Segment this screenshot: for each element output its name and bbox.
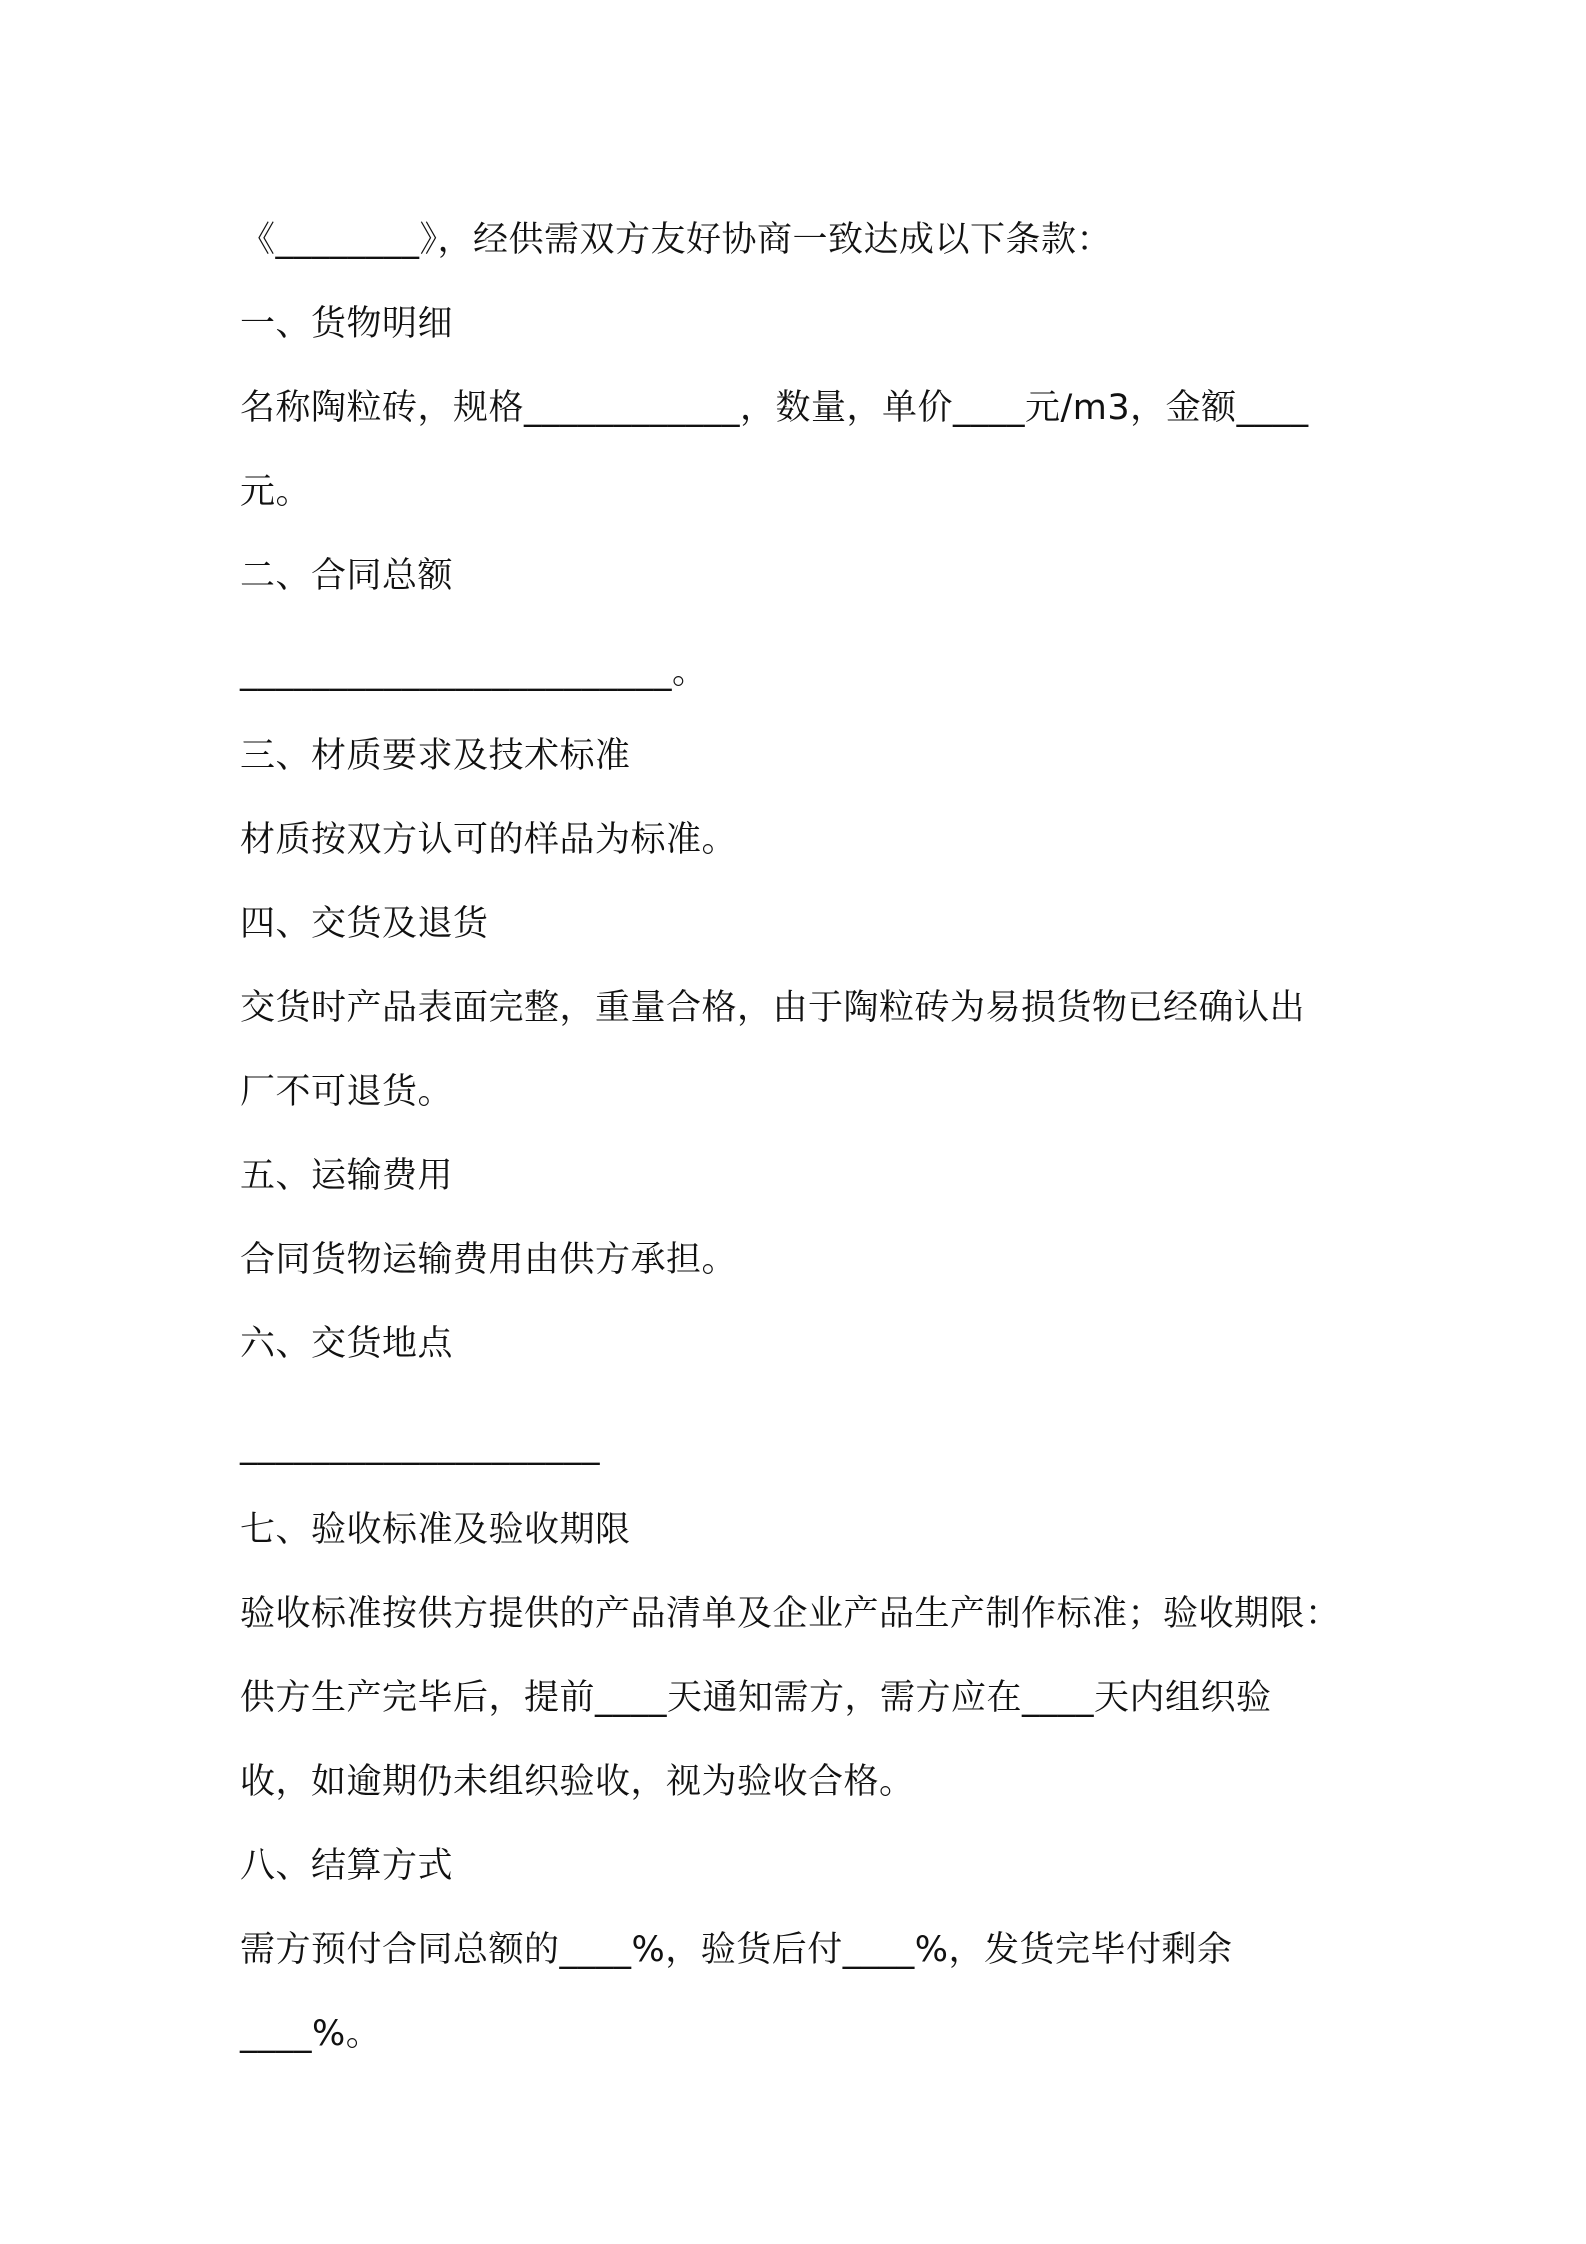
section-7-heading: 七、验收标准及验收期限: [240, 1510, 631, 1550]
section-8-text-line-2: ____%。: [240, 2014, 382, 2054]
section-3-heading: 三、材质要求及技术标准: [240, 736, 631, 776]
section-5-text: 合同货物运输费用由供方承担。: [240, 1240, 738, 1280]
section-8-heading: 八、结算方式: [240, 1846, 454, 1886]
intro-line: 《________》，经供需双方友好协商一致达成以下条款：: [240, 220, 1113, 260]
section-4-text-line-1: 交货时产品表面完整，重量合格，由于陶粒砖为易损货物已经确认出: [240, 988, 1306, 1028]
section-1-text-line-1: 名称陶粒砖，规格____________，数量，单价____元/m3，金额____: [240, 388, 1309, 428]
section-4-heading: 四、交货及退货: [240, 904, 489, 944]
section-4-text-line-2: 厂不可退货。: [240, 1072, 454, 1112]
section-2-heading: 二、合同总额: [240, 556, 454, 596]
section-6-heading: 六、交货地点: [240, 1324, 454, 1364]
section-8-text-line-1: 需方预付合同总额的____%，验货后付____%，发货完毕付剩余: [240, 1930, 1233, 1970]
contract-body: [240, 198, 1370, 2076]
section-3-text: 材质按双方认可的样品为标准。: [240, 820, 738, 860]
section-7-text-line-2: 供方生产完毕后，提前____天通知需方，需方应在____天内组织验: [240, 1678, 1272, 1718]
section-1-heading: 一、货物明细: [240, 304, 454, 344]
section-6-text: ____________________: [240, 1426, 600, 1466]
section-5-heading: 五、运输费用: [240, 1156, 454, 1196]
section-7-text-line-1: 验收标准按供方提供的产品清单及企业产品生产制作标准；验收期限：: [240, 1594, 1341, 1634]
section-1-text-line-2: 元。: [240, 472, 312, 512]
section-7-text-line-3: 收，如逾期仍未组织验收，视为验收合格。: [240, 1762, 915, 1802]
section-2-text: ________________________。: [240, 652, 708, 692]
